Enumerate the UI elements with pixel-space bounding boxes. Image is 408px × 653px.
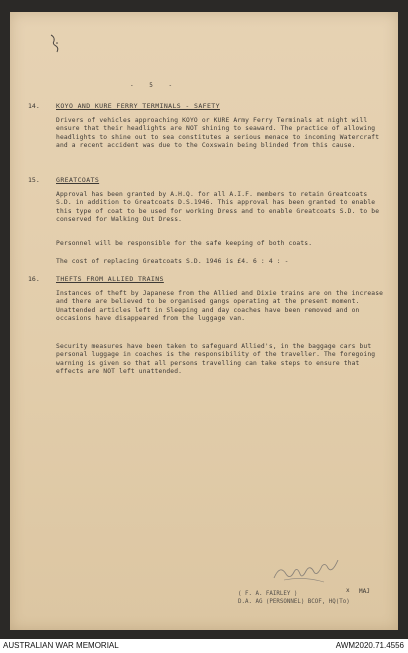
handwritten-signature [270,560,350,586]
signature-name: ( F. A. FAIRLEY ) [238,591,298,597]
section-15-paragraph-1: Approval has been granted by A.H.Q. for all A.I.F. members to retain Greatcoats S.D. in addition to Greatcoats D.S.1946. This approval has been granted to enable this type of coat to be used for working Dress and to enable Greatcoats S.D. to be conserved for Walking Out Dress. [56,191,380,224]
section-16-paragraph-1: Instances of theft by Japanese from the Allied and Dixie trains are on the increase and there are believed to be organised gangs operating at the present moment. Unattended articles left in Sleeping and day coaches have been removed and on occasions have disappeared from the luggage van. [56,290,384,323]
pencil-mark-icon [48,32,62,54]
section-15-paragraph-2: Personnel will be responsible for the safe keeping of both coats. [56,240,313,247]
footer-reference: AWM2020.71.4556 [335,641,404,650]
section-16-heading: THEFTS FROM ALLIED TRAINS [56,275,164,283]
section-15-paragraph-3: The cost of replacing Greatcoats S.D. 1946 is £4. 6 : 4 : - [56,258,289,265]
document-page [10,12,398,630]
section-14-number: 14. [28,102,40,110]
section-16-paragraph-2: Security measures have been taken to safeguard Allied's, in the baggage cars but personal luggage in coaches is the responsibility of the traveller. The foregoing warning is given so that all persons travelling can take steps to ensure that effects are NOT left unattended. [56,343,376,376]
footer-institution: AUSTRALIAN WAR MEMORIAL [3,641,119,650]
section-14-heading: KOYO AND KURE FERRY TERMINALS - SAFETY [56,102,220,110]
page-number: - 5 - [130,82,179,89]
section-14-paragraph-1: Drivers of vehicles approaching KOYO or KURE Army Ferry Terminals at night will ensure that their headlights are NOT shining to seaward. The practice of allowing headlights to shine out to sea constitutes a serious menace to incoming Watercraft and a recent accident was due to the Coxswain being blinded from this cause. [56,117,380,150]
signature-mark: x [346,587,350,594]
section-16-number: 16. [28,275,40,283]
signature-title: D.A. AG (PERSONNEL) BCOF, HQ(To) [238,599,350,605]
signature-rank: MAJ [359,588,370,595]
section-15-heading: GREATCOATS [56,176,100,184]
section-15-number: 15. [28,176,40,184]
